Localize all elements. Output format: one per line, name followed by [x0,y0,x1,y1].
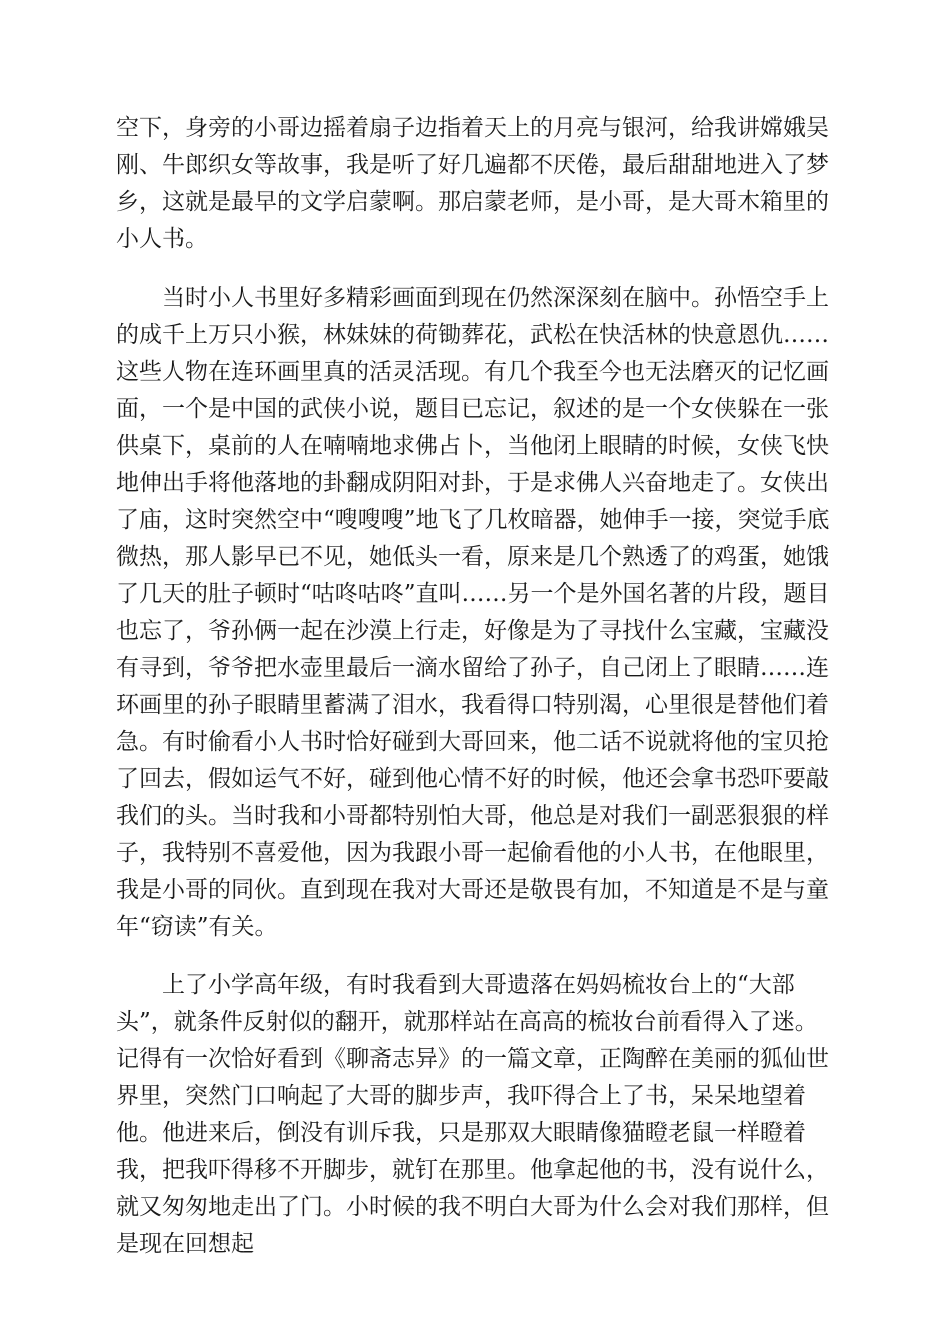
paragraph-picture-books [116,280,834,946]
paragraph-big-books [116,967,834,1263]
paragraph-continued [116,110,834,258]
paragraph-text: 空下，身旁的小哥边摇着扇子边指着天上的月亮与银河，给我讲嫦娥吴刚、牛郎织女等故事，我是听了好几遍都不厌倦，最后甜甜地进入了梦乡，这就是最早的文学启蒙啊。那启蒙老师，是小哥，是大哥木箱里的小人书。 [116,115,829,252]
paragraph-text: 当时小人书里好多精彩画面到现在仍然深深刻在脑中。孙悟空手上的成千上万只小猴，林妹妹的荷锄葬花，武松在快活林的快意恩仇……这些人物在连环画里真的活灵活现。有几个我至今也无法磨灭的记忆画面，一个是中国的武侠小说，题目已忘记，叙述的是一个女侠躲在一张供桌下，桌前的人在喃喃地求佛占卜，当他闭上眼睛的时候，女侠飞快地伸出手将他落地的卦翻成阴阳对卦，于是求佛人兴奋地走了。女侠出了庙，这时突然空中“嗖嗖嗖”地飞了几枚暗器，她伸手一接，突觉手底微热，那人影早已不见，她低头一看，原来是几个熟透了的鸡蛋，她饿了几天的肚子顿时“咕咚咕咚”直叫……另一个是外国名著的片段，题目也忘了，爷孙俩一起在沙漠上行走，好像是为了寻找什么宝藏，宝藏没有寻到，爷爷把水壶里最后一滴水留给了孙子，自己闭上了眼睛……连环画里的孙子眼睛里蓄满了泪水，我看得口特别渴，心里很是替他们着急。有时偷看小人书时恰好碰到大哥回来，他二话不说就将他的宝贝抢了回去，假如运气不好，碰到他心情不好的时候，他还会拿书恐吓要敲我们的头。当时我和小哥都特别怕大哥，他总是对我们一副恶狠狠的样子，我特别不喜爱他，因为我跟小哥一起偷看他的小人书，在他眼里，我是小哥的同伙。直到现在我对大哥还是敬畏有加，不知道是不是与童年“窃读”有关。 [116,285,830,940]
paragraph-text: 上了小学高年级，有时我看到大哥遗落在妈妈梳妆台上的“大部头”，就条件反射似的翻开，就那样站在高高的梳妆台前看得入了迷。记得有一次恰好看到《聊斋志异》的一篇文章，正陶醉在美丽的狐仙世界里，突然门口响起了大哥的脚步声，我吓得合上了书，呆呆地望着他。他进来后，倒没有训斥我，只是那双大眼睛像猫瞪老鼠一样瞪着我，把我吓得移不开脚步，就钉在那里。他拿起他的书，没有说什么，就又匆匆地走出了门。小时候的我不明白大哥为什么会对我们那样，但是现在回想起 [116,972,829,1257]
